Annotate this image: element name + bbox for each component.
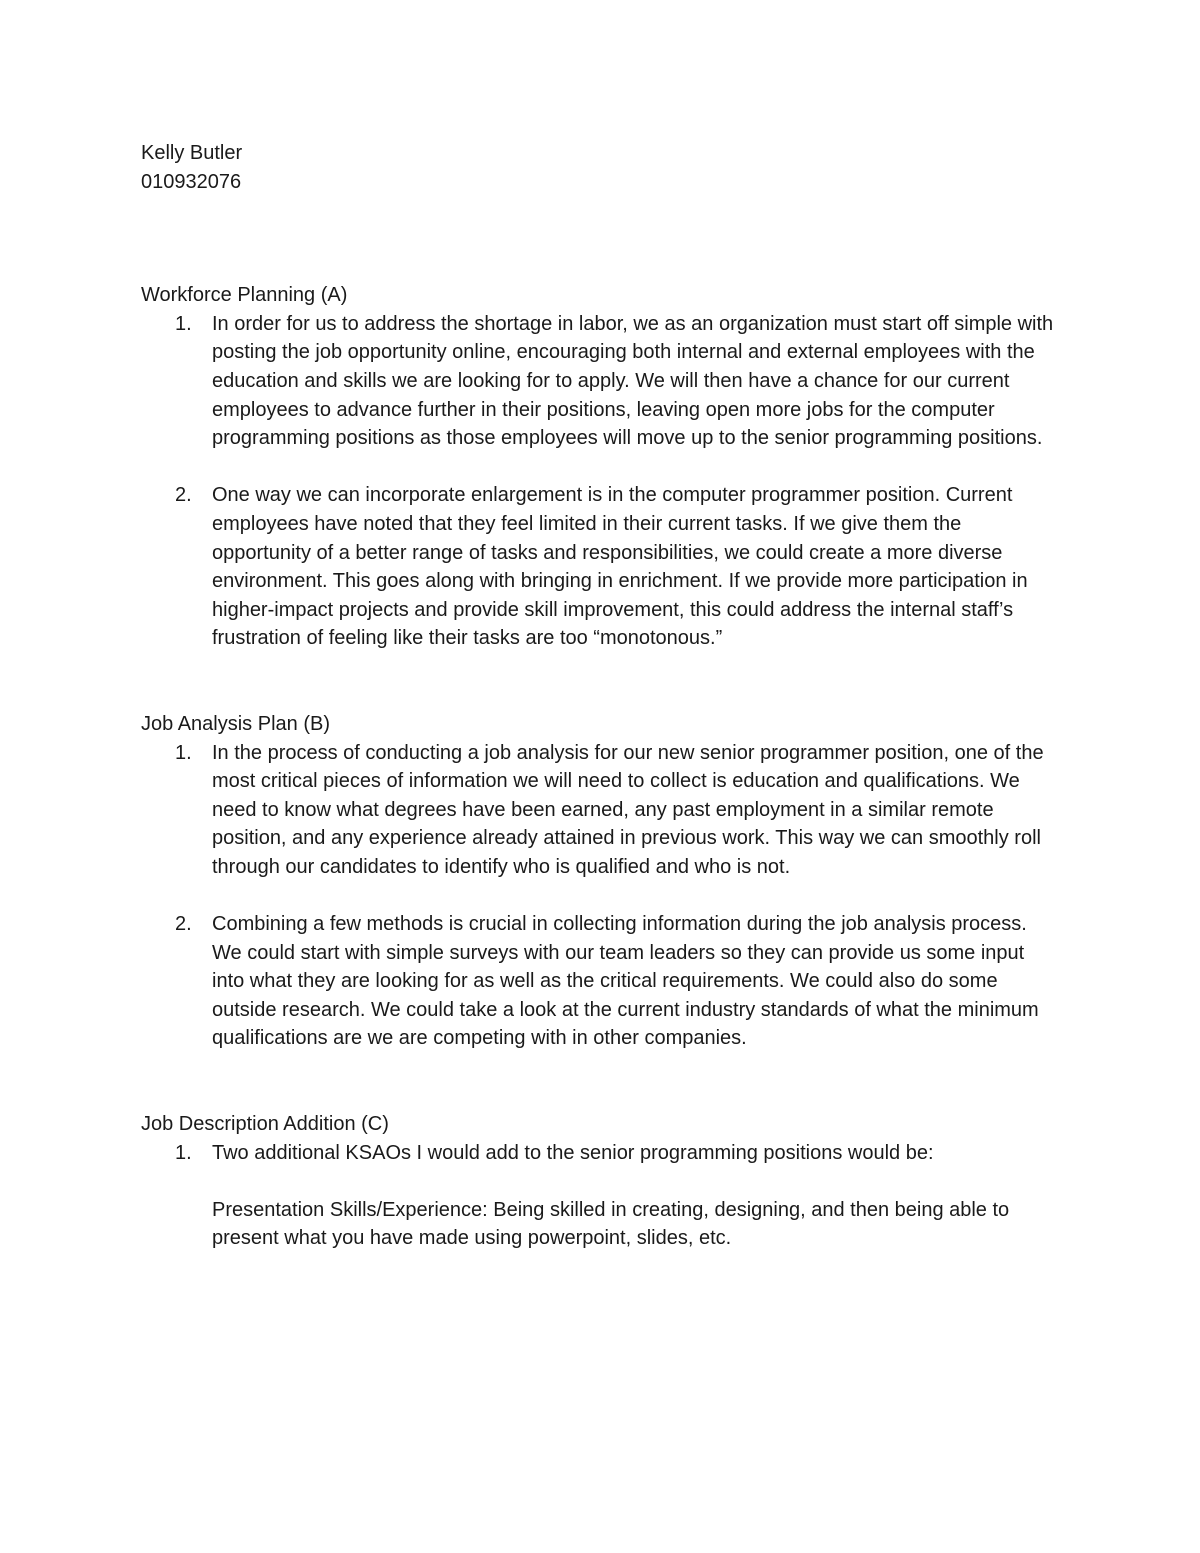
numbered-list xyxy=(141,1139,1061,1253)
numbered-list xyxy=(141,310,1061,653)
list-item-text: One way we can incorporate enlargement is in the computer programmer position. Current employees have noted that they feel limited in their current tasks. If we give them the opportunity of a better range of tasks and responsibilities, we could create a more diverse environment. This goes along with bringing in enrichment. If we provide more participation in higher-impact projects and provide skill improvement, this could address the internal staff’s frustration of feeling like their tasks are too “monotonous.” xyxy=(212,484,1028,650)
section-title: Job Description Addition (C) xyxy=(141,1113,389,1136)
list-item xyxy=(141,1139,1061,1253)
list-item-text: In order for us to address the shortage in labor, we as an organization must start off simple with posting the job opportunity online, encouraging both internal and external employees with the education and skills we are looking for to apply. We will then have a chance for our current employees to advance further in their positions, leaving open more jobs for the computer programming positions as those employees will move up to the senior programming positions. xyxy=(212,312,1054,450)
list-item xyxy=(141,481,1061,653)
section-job-description-addition xyxy=(141,1110,1061,1253)
list-item-text: Two additional KSAOs I would add to the senior programming positions would be: xyxy=(212,1141,934,1164)
list-item xyxy=(141,739,1061,882)
list-item xyxy=(141,310,1061,453)
section-title: Workforce Planning (A) xyxy=(141,284,348,307)
list-item-text: In the process of conducting a job analysis for our new senior programmer position, one of the most critical pieces of information we will need to collect is education and qualifications. We need to know what degrees have been earned, any past employment in a similar remote position, and any experience already attained in previous work. This way we can smoothly roll through our candidates to identify who is qualified and who is not. xyxy=(212,741,1044,878)
list-item-number: 1. xyxy=(175,741,192,764)
list-item-number: 2. xyxy=(175,484,192,507)
list-item-text: Combining a few methods is crucial in collecting information during the job analysis process. We could start with simple surveys with our team leaders so they can provide us some input into what they are looking for as well as the critical requirements. We could also do some outside research. We could take a look at the current industry standards of what the minimum qualifications are we are competing with in other companies. xyxy=(212,913,1039,1050)
student-id: 010932076 xyxy=(141,170,242,193)
list-item xyxy=(141,910,1061,1053)
list-item-number: 2. xyxy=(175,913,192,936)
document-body xyxy=(141,139,1061,1253)
list-item-number: 1. xyxy=(175,1141,192,1164)
section-workforce-planning xyxy=(141,281,1061,653)
list-item-number: 1. xyxy=(175,312,192,335)
section-job-analysis-plan xyxy=(141,710,1061,1053)
numbered-list xyxy=(141,739,1061,1054)
author-name: Kelly Butler xyxy=(141,142,243,164)
section-title: Job Analysis Plan (B) xyxy=(141,712,330,735)
list-item-text: Presentation Skills/Experience: Being skilled in creating, designing, and then being able to present what you have made using powerpoint, slides, etc. xyxy=(212,1198,1010,1250)
author-header xyxy=(141,139,1061,196)
